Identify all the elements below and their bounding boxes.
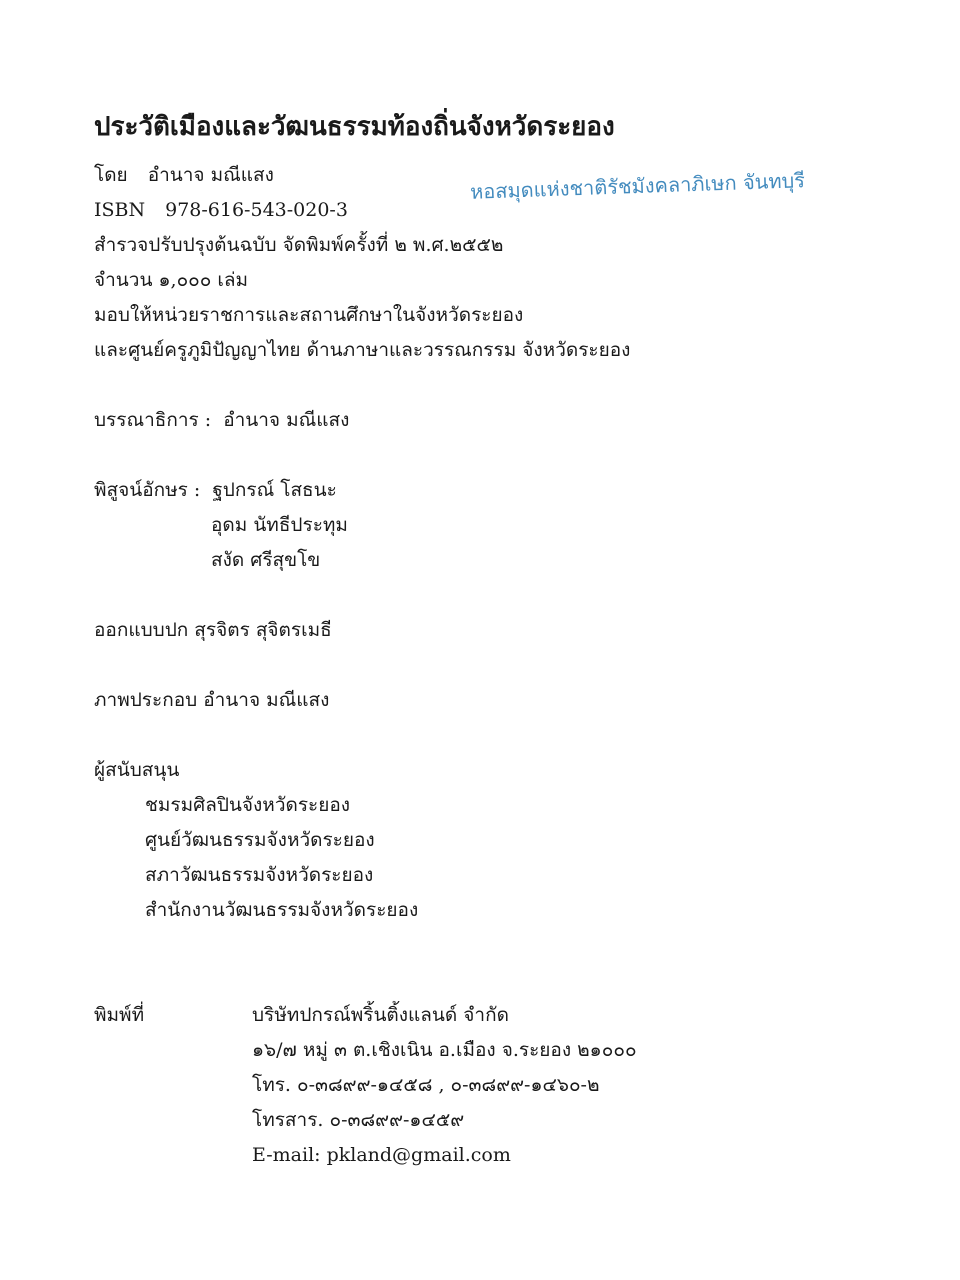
printer-address: ๑๖/๗ หมู่ ๓ ต.เชิงเนิน อ.เมือง จ.ระยอง ๒๑๐๐๐ [252, 1039, 637, 1061]
editor-line [94, 411, 349, 430]
distribution-line-2: และศูนย์ครูภูมิปัญญาไทย ด้านภาษาและวรรณกรรม จังหวัดระยอง [94, 339, 631, 361]
proofreader-name: สงัด ศรีสุขโข [211, 549, 321, 571]
isbn-line [94, 201, 348, 220]
proofreader-name: อุดม นัทธีประทุม [211, 514, 348, 536]
supporters-label: ผู้สนับสนุน [94, 759, 180, 781]
book-title: ประวัติเมืองและวัฒนธรรมท้องถิ่นจังหวัดระยอง [94, 112, 615, 142]
cover-design-line: ออกแบบปก สุรจิตร สุจิตรเมธี [94, 619, 332, 641]
printer-label: พิมพ์ที่ [94, 1004, 145, 1026]
printer-phone: โทร. ๐-๓๘๙๙-๑๔๕๘ , ๐-๓๘๙๙-๑๔๖๐-๒ [252, 1074, 600, 1096]
library-stamp: หอสมุดแห่งชาติรัชมังคลาภิเษก จันทบุรี [469, 168, 806, 204]
author-name: อำนาจ มณีแสง [147, 164, 274, 186]
editor-name: อำนาจ มณีแสง [223, 409, 350, 431]
author-label: โดย [94, 164, 128, 186]
proofreader-line-1 [94, 481, 337, 500]
editor-label: บรรณาธิการ : [94, 409, 212, 431]
printer-email: E-mail: pkland@gmail.com [252, 1144, 511, 1166]
proofreader-name: ฐปกรณ์ โสธนะ [212, 479, 337, 501]
proofreader-label: พิสูจน์อักษร : [94, 479, 201, 501]
print-run-line: จำนวน ๑,๐๐๐ เล่ม [94, 269, 249, 291]
isbn-value: 978-616-543-020-3 [165, 199, 348, 221]
supporter-item: ศูนย์วัฒนธรรมจังหวัดระยอง [145, 829, 375, 851]
supporter-item: สภาวัฒนธรรมจังหวัดระยอง [145, 864, 374, 886]
illustration-line: ภาพประกอบ อำนาจ มณีแสง [94, 689, 330, 711]
author-line [94, 166, 274, 185]
printer-fax: โทรสาร. ๐-๓๘๙๙-๑๔๕๙ [252, 1109, 465, 1131]
supporter-item: สำนักงานวัฒนธรรมจังหวัดระยอง [145, 899, 419, 921]
distribution-line-1: มอบให้หน่วยราชการและสถานศึกษาในจังหวัดระยอง [94, 304, 524, 326]
edition-line: สำรวจปรับปรุงต้นฉบับ จัดพิมพ์ครั้งที่ ๒ พ.ศ.๒๕๕๒ [94, 234, 504, 256]
supporter-item: ชมรมศิลปินจังหวัดระยอง [145, 794, 351, 816]
isbn-label: ISBN [94, 199, 146, 221]
printer-name: บริษัทปกรณ์พริ้นติ้งแลนด์ จำกัด [252, 1004, 509, 1026]
